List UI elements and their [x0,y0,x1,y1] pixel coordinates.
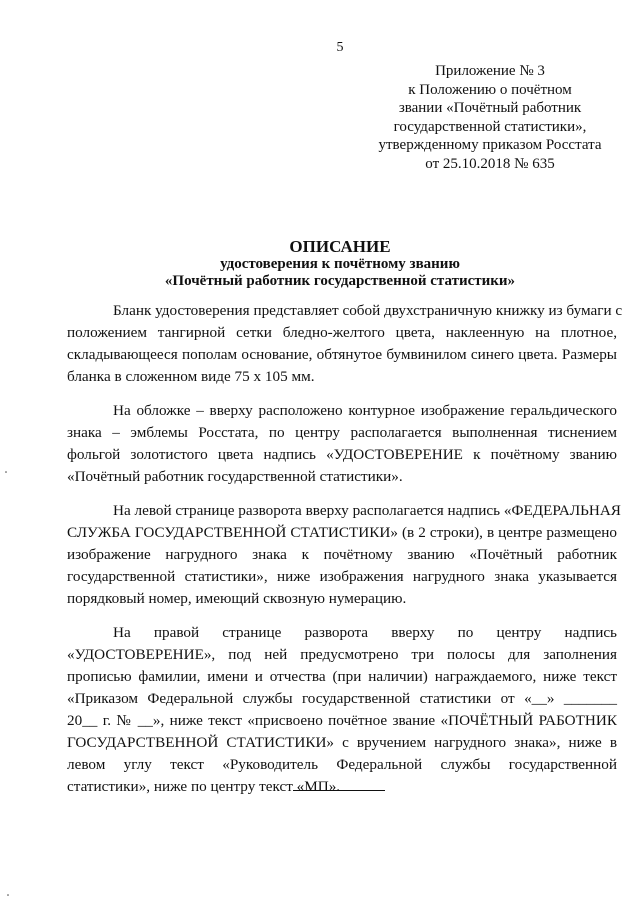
text-line: 20__ г. № __», ниже текст «присвоено почётное звание «ПОЧЁТНЫЙ РАБОТНИК [67,712,617,729]
title-subtitle: удостоверения к почётному званию [220,256,460,272]
text-line: На обложке – вверху расположено контурное изображение геральдического [113,402,617,419]
scan-speck [5,471,7,473]
text-line: прописью фамилии, имени и отчества (при наличии) награждаемого, ниже текст [67,668,617,685]
appendix-line: государственной статистики», [393,118,587,135]
scan-speck [7,894,9,896]
text-line: левом углу текст «Руководитель Федеральной службы государственной [67,756,617,773]
text-line: фольгой золотистого цвета надпись «УДОСТОВЕРЕНИЕ к почётному званию [67,446,617,463]
text-line: порядковый номер, имеющий сквозную нумерацию. [67,590,407,607]
title-award-name: «Почётный работник государственной статистики» [164,273,516,289]
text-line: изображение нагрудного знака к почётному званию «Почётный работник [67,546,617,563]
text-line: государственной статистики», ниже изображения нагрудного знака указывается [67,568,617,585]
text-line: «УДОСТОВЕРЕНИЕ», под ней предусмотрено три полосы для заполнения [67,646,617,663]
text-line: «Приказом Федеральной службы государственной статистики от «__» _______ [67,690,617,707]
text-line: положением тангирной сетки бледно-желтого цвета, наклеенную на плотное, [67,324,617,341]
appendix-line: утвержденному приказом Росстата [378,137,602,153]
appendix-line: от 25.10.2018 № 635 [425,155,555,172]
appendix-line: к Положению о почётном [408,81,572,98]
text-line: знака – эмблемы Росстата, по центру располагается выполненная тиснением [67,424,617,441]
text-line: Бланк удостоверения представляет собой двухстраничную книжку из бумаги с [113,302,623,319]
appendix-line: Приложение № 3 [435,63,545,79]
text-line: ГОСУДАРСТВЕННОЙ СТАТИСТИКИ» с вручением нагрудного знака», ниже в [67,734,617,751]
text-line: статистики», ниже по центру текст «МП». [67,778,341,795]
text-line: СЛУЖБА ГОСУДАРСТВЕННОЙ СТАТИСТИКИ» (в 2 строки), в центре размещено [67,524,617,541]
text-line: На левой странице разворота вверху располагается надпись «ФЕДЕРАЛЬНАЯ [113,502,621,519]
appendix-line: звании «Почётный работник [398,100,582,116]
text-line: «Почётный работник государственной статистики». [67,468,403,485]
text-line: бланка в сложенном виде 75 х 105 мм. [67,368,315,385]
title-main: ОПИСАНИЕ [289,237,391,256]
text-line: На правой странице разворота вверху по центру надпись [113,624,617,641]
text-line: складывающееся пополам основание, обтянутое бумвинилом синего цвета. Размеры [67,346,617,363]
page-number: 5 [336,40,344,55]
